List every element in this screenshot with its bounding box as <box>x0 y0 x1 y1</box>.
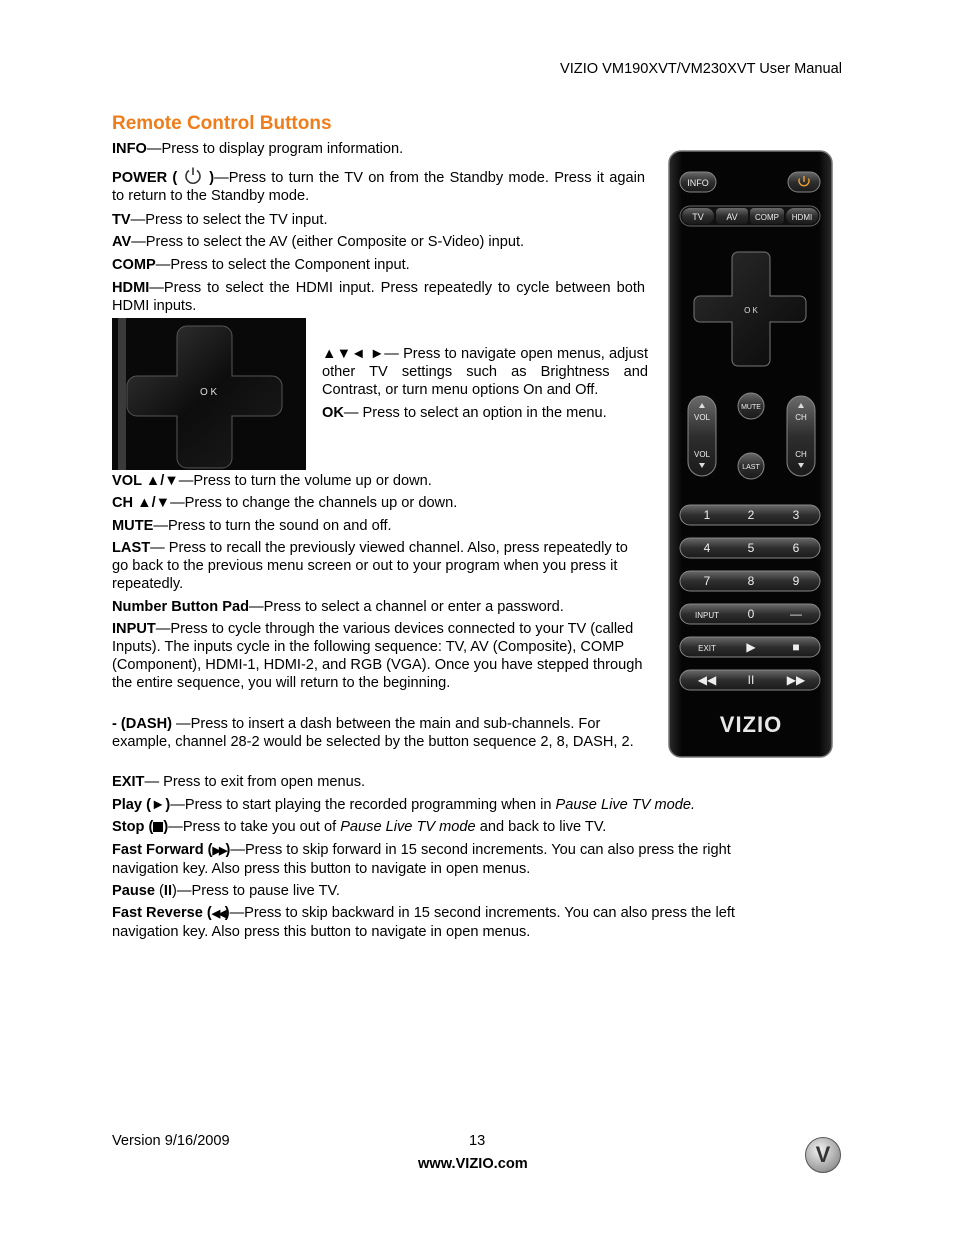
remote-ch-up-label: CH <box>795 413 807 422</box>
section-title: Remote Control Buttons <box>112 113 332 134</box>
remote-ch-down-label: CH <box>795 450 807 459</box>
fast-forward-icon: ▶▶ <box>212 845 226 857</box>
remote-key-3: 4 <box>703 541 711 555</box>
remote-ok-label: O K <box>744 306 758 315</box>
remote-info-label: INFO <box>687 178 709 188</box>
remote-key-12: EXIT <box>698 644 716 653</box>
footer-version: Version 9/16/2009 <box>112 1133 230 1149</box>
remote-key-5: 6 <box>792 541 800 555</box>
fast-reverse-icon: ◀◀ <box>211 908 225 920</box>
item-mute: MUTE—Press to turn the sound on and off. <box>112 518 392 534</box>
header-manual-title: VIZIO VM190XVT/VM230XVT User Manual <box>560 61 842 77</box>
item-pause: Pause (II)—Press to pause live TV. <box>112 883 340 899</box>
navpad-ok-label: O K <box>200 387 218 398</box>
item-dash: - (DASH) —Press to insert a dash between the main and sub-channels. For example, channel 28-2 would be selected by the button sequence 2, 8, DASH, 2. <box>112 716 634 750</box>
remote-vol-down-label: VOL <box>693 450 711 459</box>
remote-tv-label: TV <box>692 212 704 222</box>
item-ch: CH ▲/▼—Press to change the channels up or down. <box>112 495 458 511</box>
remote-key-2: 3 <box>792 508 800 522</box>
item-stop: Stop ( )—Press to take you out of Pause Live TV mode and back to live TV. <box>112 819 607 835</box>
remote-key-9: INPUT <box>695 611 719 620</box>
navigation-pad-photo <box>112 318 306 470</box>
remote-key-4: 5 <box>747 541 755 555</box>
stop-icon <box>153 822 163 832</box>
footer-page-number: 13 <box>469 1133 486 1149</box>
item-fast-forward: Fast Forward (▶▶)—Press to skip forward in 15 second increments. You can also press the right navigation key. Also press this button to navigate in open menus. <box>112 842 731 877</box>
remote-mute-label: MUTE <box>741 404 761 411</box>
footer-url: www.VIZIO.com <box>418 1156 528 1172</box>
remote-key-0: 1 <box>703 508 711 522</box>
remote-key-7: 8 <box>747 574 755 588</box>
vizio-logo-icon: V <box>805 1137 841 1173</box>
remote-key-8: 9 <box>792 574 800 588</box>
item-info: INFO—Press to display program information. <box>112 141 404 157</box>
item-hdmi: HDMI—Press to select the HDMI input. Press repeatedly to cycle between both HDMI inputs. <box>112 280 645 314</box>
item-comp: COMP—Press to select the Component input. <box>112 257 410 273</box>
item-power: POWER ( )—Press to turn the TV on from the Standby mode. Press it again to return to the Standby mode. <box>112 166 645 205</box>
item-tv: TV—Press to select the TV input. <box>112 212 328 228</box>
item-input: INPUT—Press to cycle through the various devices connected to your TV (called Inputs). The inputs cycle in the following sequence: TV, AV (Composite), COMP (Component), HDMI-1, HDMI-2, and RGB (VGA). Once you have stepped through the entire sequence, you will return to the beginning. <box>112 621 643 691</box>
item-fast-reverse: Fast Reverse (◀◀)—Press to skip backward in 15 second increments. You can also press the left navigation key. Also press this button to navigate in open menus. <box>112 905 735 940</box>
remote-control-image <box>668 150 833 758</box>
item-last: LAST— Press to recall the previously viewed channel. Also, press repeatedly to go back to the previous menu screen or out to your program when you press it repeatedly. <box>112 540 628 592</box>
remote-last-label: LAST <box>742 464 760 471</box>
remote-key-1: 2 <box>747 508 755 522</box>
remote-av-label: AV <box>726 212 738 222</box>
pause-icon: II <box>163 883 173 899</box>
remote-key-16: II <box>747 673 755 687</box>
remote-key-17: ▶▶ <box>786 673 806 687</box>
item-navigation: ▲▼◄ ►— Press to navigate open menus, adjust other TV settings such as Brightness and Contrast, or turn menu options On and Off. <box>322 346 648 398</box>
remote-key-11: — <box>790 607 802 621</box>
remote-key-15: ◀◀ <box>697 673 717 687</box>
item-av: AV—Press to select the AV (either Composite or S-Video) input. <box>112 234 525 250</box>
remote-key-13: ▶ <box>746 640 756 654</box>
remote-key-10: 0 <box>747 607 755 621</box>
item-play: Play (►)—Press to start playing the recorded programming when in Pause Live TV mode. <box>112 797 696 813</box>
item-number-pad: Number Button Pad—Press to select a channel or enter a password. <box>112 599 564 615</box>
remote-hdmi-label: HDMI <box>791 213 813 222</box>
item-exit: EXIT— Press to exit from open menus. <box>112 774 366 790</box>
item-vol: VOL ▲/▼—Press to turn the volume up or down. <box>112 473 432 489</box>
item-ok: OK— Press to select an option in the menu. <box>322 405 607 421</box>
remote-vol-up-label: VOL <box>693 413 711 422</box>
remote-key-6: 7 <box>703 574 711 588</box>
remote-brand-label: VIZIO <box>719 712 783 737</box>
remote-comp-label: COMP <box>755 213 779 222</box>
power-icon <box>183 166 203 186</box>
remote-key-14: ■ <box>792 640 800 654</box>
